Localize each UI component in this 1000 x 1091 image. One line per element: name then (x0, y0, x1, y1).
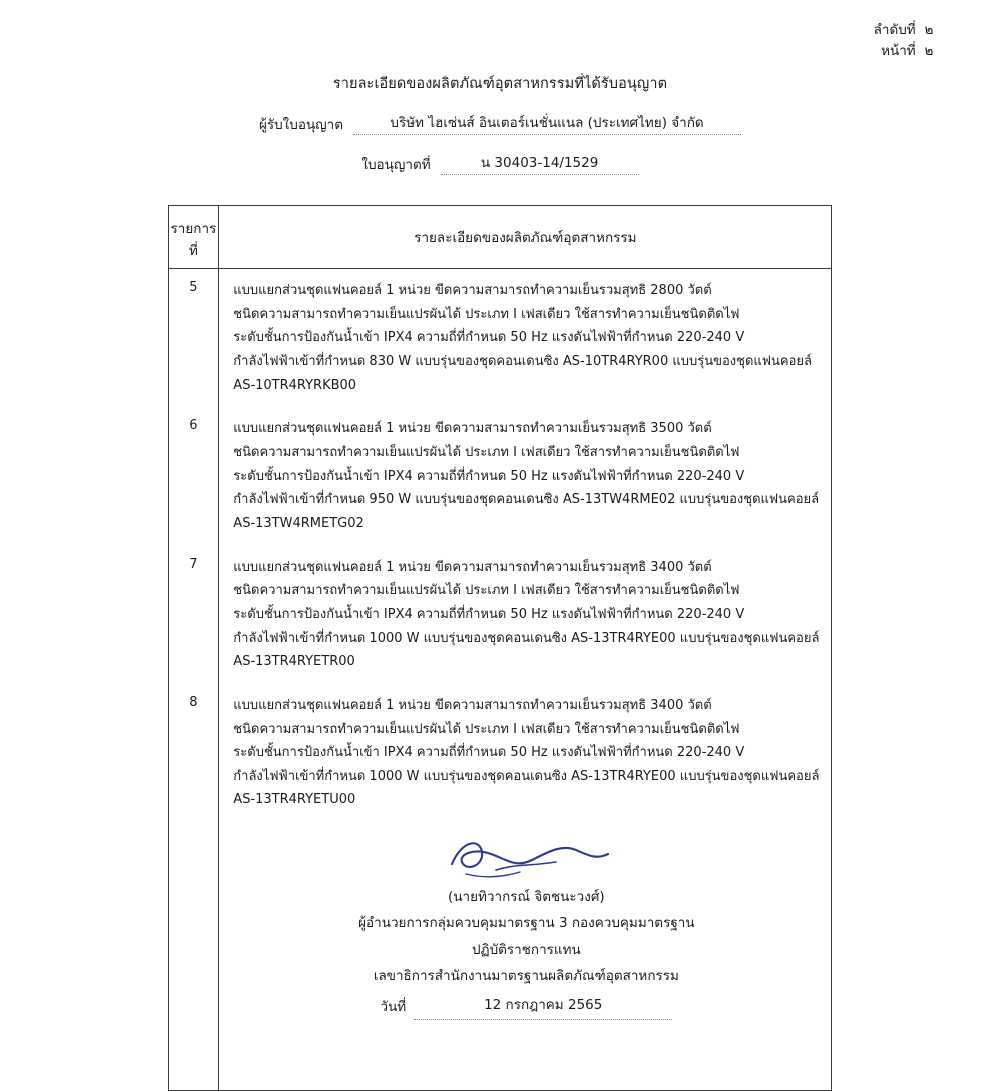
detail-line: ระดับชั้นการป้องกันน้ำเข้า IPX4 ความถี่ที่กำหนด 50 Hz แรงดันไฟฟ้าที่กำหนด 220-240 V (233, 606, 745, 622)
row-item-no: 6 (168, 407, 219, 545)
license-number-field (60, 151, 940, 175)
detail-line: แบบแยกส่วนชุดแฟนคอยล์ 1 หน่วย ขีดความสามารถทำความเย็นรวมสุทธิ 3500 วัตต์ (233, 421, 712, 437)
signer-position-2: ปฏิบัติราชการแทน (471, 941, 581, 958)
page-value: ๒ (924, 42, 934, 59)
detail-line: กำลังไฟฟ้าเข้าที่กำหนด 950 W แบบรุ่นของชุดคอนเดนซิง AS-13TW4RME02 แบบรุ่นของชุดแฟนคอยล์ (233, 492, 820, 508)
row-details (219, 407, 832, 545)
row-item-no: 5 (168, 269, 219, 408)
row-details (219, 684, 832, 822)
signer-name: (นายทิวากรณ์ จิตชนะวงศ์) (448, 889, 605, 906)
signature-row-spacer (168, 822, 219, 1090)
detail-line: ชนิดความสามารถทำความเย็นแปรผันได้ ประเภท I เฟสเดียว ใช้สารทำความเย็นชนิดติดไฟ (233, 583, 740, 599)
detail-line: แบบแยกส่วนชุดแฟนคอยล์ 1 หน่วย ขีดความสามารถทำความเย็นรวมสุทธิ 3400 วัตต์ (233, 697, 712, 713)
page-number-line (874, 41, 938, 62)
detail-line: แบบแยกส่วนชุดแฟนคอยล์ 1 หน่วย ขีดความสามารถทำความเย็นรวมสุทธิ 3400 วัตต์ (233, 559, 712, 575)
page-label: หน้าที่ (881, 42, 916, 59)
detail-line: แบบแยกส่วนชุดแฟนคอยล์ 1 หน่วย ขีดความสามารถทำความเย็นรวมสุทธิ 2800 วัตต์ (233, 283, 712, 298)
detail-line: กำลังไฟฟ้าเข้าที่กำหนด 1000 W แบบรุ่นของชุดคอนเดนซิง AS-13TR4RYE00 แบบรุ่นของชุดแฟนคอยล์ (233, 630, 820, 646)
license-number-value: น 30403-14/1529 (441, 151, 639, 175)
licensee-value: บริษัท ไฮเซ่นส์ อินเตอร์เนชั่นแนล (ประเทศไทย) จำกัด (353, 111, 741, 135)
handwritten-signature-icon (233, 838, 819, 884)
signer-position-1: ผู้อำนวยการกลุ่มควบคุมมาตรฐาน 3 กองควบคุมมาตรฐาน (358, 915, 695, 932)
licensee-label: ผู้รับใบอนุญาต (258, 117, 344, 133)
sequence-value: ๒ (924, 22, 934, 38)
detail-line: AS-13TR4RYETR00 (233, 654, 355, 670)
detail-line: ระดับชั้นการป้องกันน้ำเข้า IPX4 ความถี่ที่กำหนด 50 Hz แรงดันไฟฟ้าที่กำหนด 220-240 V (233, 330, 745, 346)
table-header-row (168, 206, 832, 269)
row-details (219, 546, 832, 684)
detail-line: ชนิดความสามารถทำความเย็นแปรผันได้ ประเภท I เฟสเดียว ใช้สารทำความเย็นชนิดติดไฟ (233, 306, 740, 322)
table-row (168, 546, 832, 684)
sequence-label: ลำดับที่ (873, 22, 916, 38)
detail-line: กำลังไฟฟ้าเข้าที่กำหนด 830 W แบบรุ่นของชุดคอนเดนซิง AS-10TR4RYR00 แบบรุ่นของชุดแฟนคอยล์ (233, 353, 812, 369)
table-row (168, 269, 832, 408)
page-corner-info (874, 20, 938, 62)
detail-line: AS-13TW4RMETG02 (233, 515, 364, 531)
detail-line: กำลังไฟฟ้าเข้าที่กำหนด 1000 W แบบรุ่นของชุดคอนเดนซิง AS-13TR4RYE00 แบบรุ่นของชุดแฟนคอยล์ (233, 768, 820, 784)
date-label: วันที่ (380, 999, 407, 1016)
date-value: 12 กรกฎาคม 2565 (414, 993, 672, 1020)
licensee-field (60, 111, 940, 135)
row-item-no: 7 (168, 546, 219, 684)
table-row (168, 407, 832, 545)
signature-cell (219, 822, 832, 1090)
signature-date-field (233, 993, 819, 1020)
signature-row (168, 822, 832, 1090)
signer-position-3: เลขาธิการสำนักงานมาตรฐานผลิตภัณฑ์อุตสาหกรรม (373, 968, 679, 985)
detail-line: AS-13TR4RYETU00 (233, 792, 356, 808)
column-header-details: รายละเอียดของผลิตภัณฑ์อุตสาหกรรม (219, 206, 832, 269)
detail-line: ชนิดความสามารถทำความเย็นแปรผันได้ ประเภท I เฟสเดียว ใช้สารทำความเย็นชนิดติดไฟ (233, 444, 740, 460)
table-row (168, 684, 832, 822)
detail-line: AS-10TR4RYRKB00 (233, 377, 357, 393)
row-details (219, 269, 832, 408)
row-item-no: 8 (168, 684, 219, 822)
column-header-item-no: รายการที่ (168, 206, 219, 269)
signature-block (233, 832, 819, 1080)
detail-line: ระดับชั้นการป้องกันน้ำเข้า IPX4 ความถี่ที่กำหนด 50 Hz แรงดันไฟฟ้าที่กำหนด 220-240 V (233, 745, 745, 761)
detail-line: ระดับชั้นการป้องกันน้ำเข้า IPX4 ความถี่ที่กำหนด 50 Hz แรงดันไฟฟ้าที่กำหนด 220-240 V (233, 468, 745, 484)
sequence-line (874, 20, 938, 41)
license-number-label: ใบอนุญาตที่ (361, 157, 431, 173)
signature-bottom-spacer (233, 1020, 819, 1080)
detail-line: ชนิดความสามารถทำความเย็นแปรผันได้ ประเภท I เฟสเดียว ใช้สารทำความเย็นชนิดติดไฟ (233, 721, 740, 737)
product-details-table (168, 205, 833, 1091)
page-title: รายละเอียดของผลิตภัณฑ์อุตสาหกรรมที่ได้รับอนุญาต (332, 76, 668, 92)
